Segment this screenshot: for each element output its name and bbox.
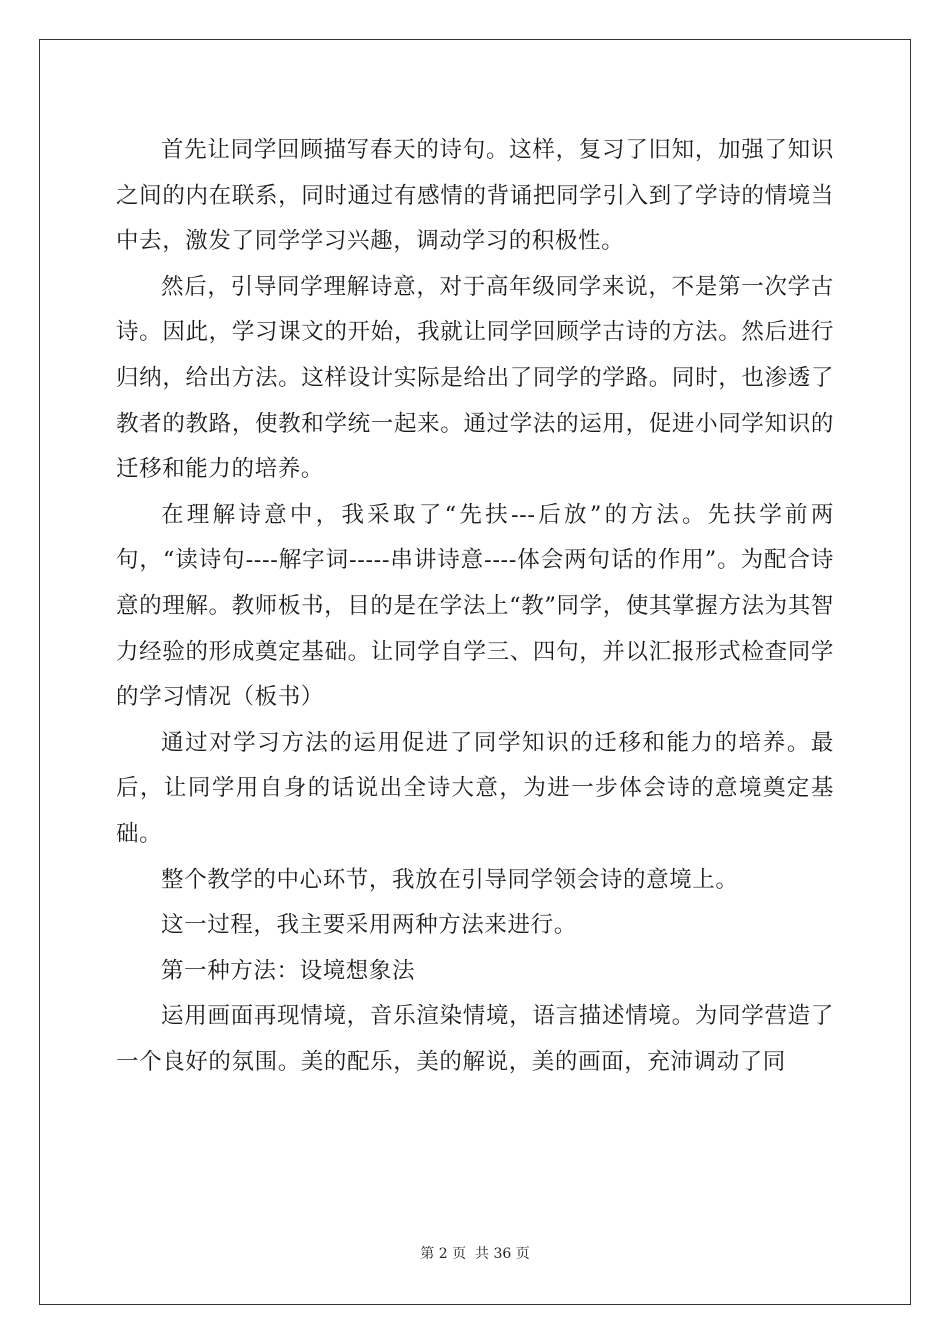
page-footer xyxy=(0,1243,950,1263)
paragraph: 然后，引导同学理解诗意，对于高年级同学来说，不是第一次学古诗。因此，学习课文的开始，我就让同学回顾学古诗的方法。然后进行归纳，给出方法。这样设计实际是给出了同学的学路。同时，也渗透了教者的教路，使教和学统一起来。通过学法的运用，促进小同学知识的迁移和能力的培养。 xyxy=(116,273,834,483)
paragraph: 整个教学的中心环节，我放在引导同学领会诗的意境上。 xyxy=(161,866,739,893)
paragraph: 在理解诗意中，我采取了“先扶---后放”的方法。先扶学前两句，“读诗句----解字词-----串讲诗意----体会两句话的作用”。为配合诗意的理解。教师板书，目的是在学法上“教”同学，使其掌握方法为其智力经验的形成奠定基础。让同学自学三、四句，并以汇报形式检查同学的学习情况（板书） xyxy=(116,501,834,711)
paragraph: 第一种方法：设境想象法 xyxy=(161,957,416,984)
paragraph: 运用画面再现情境，音乐渲染情境，语言描述情境。为同学营造了一个良好的氛围。美的配乐，美的解说，美的画面，充沛调动了同 xyxy=(116,1003,834,1075)
page-number: 第 2 页 共 36 页 xyxy=(420,1246,530,1262)
document-body xyxy=(116,128,834,1085)
paragraph: 通过对学习方法的运用促进了同学知识的迁移和能力的培养。最后，让同学用自身的话说出全诗大意，为进一步体会诗的意境奠定基础。 xyxy=(116,729,834,847)
paragraph: 这一过程，我主要采用两种方法来进行。 xyxy=(161,912,577,939)
paragraph: 首先让同学回顾描写春天的诗句。这样，复习了旧知，加强了知识之间的内在联系，同时通过有感情的背诵把同学引入到了学诗的情境当中去，激发了同学学习兴趣，调动学习的积极性。 xyxy=(116,137,834,255)
